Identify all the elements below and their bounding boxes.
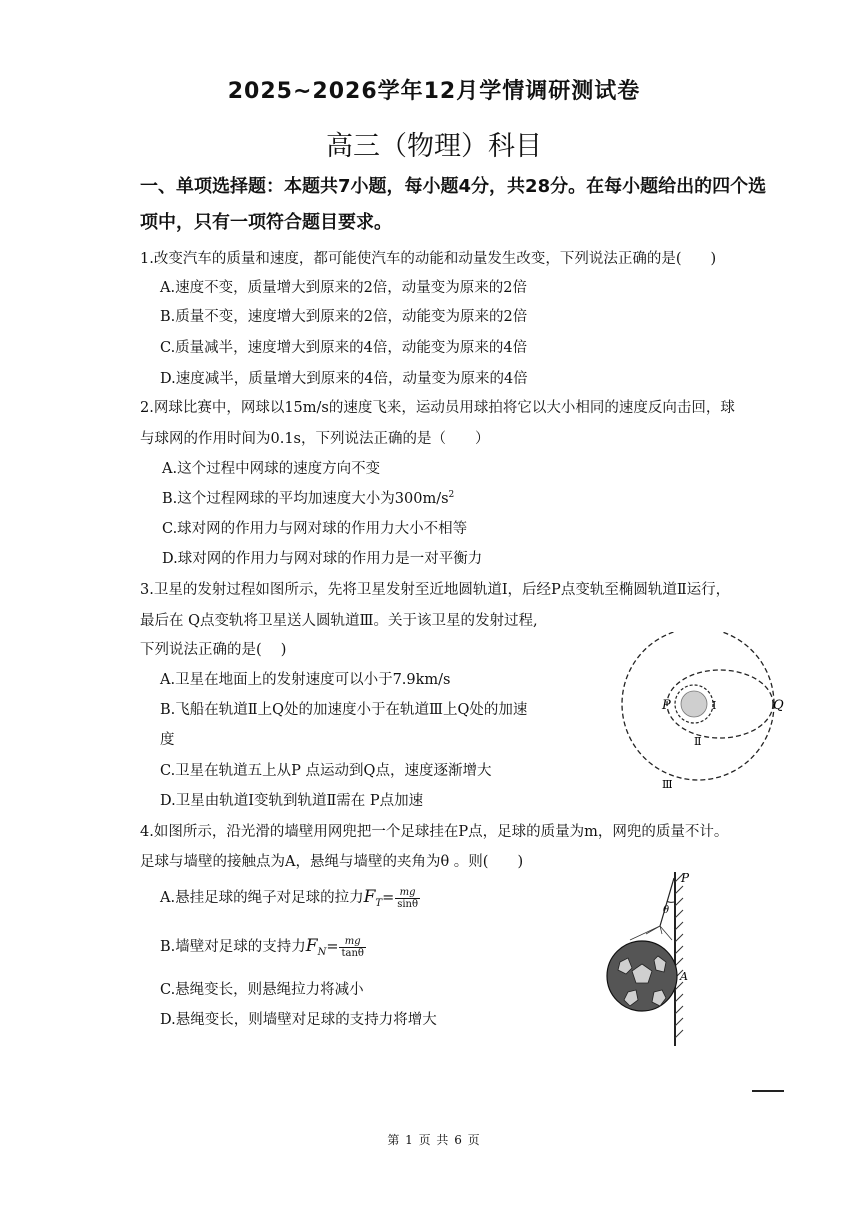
football-label-a: A	[680, 970, 688, 983]
section-heading: 一、单项选择题：本题共7小题，每小题4分，共28分。在每小题给出的四个选	[140, 176, 767, 197]
q2-option-b-text: B.这个过程网球的平均加速度大小为300m/s	[162, 491, 449, 507]
wall-hatching	[675, 874, 683, 1038]
q1-option-c: C.质量减半，速度增大到原来的4倍，动能变为原来的4倍	[160, 340, 528, 356]
q4-option-b-symbol: F	[305, 936, 318, 956]
q3-stem-line1: 3.卫星的发射过程如图所示，先将卫星发射至近地圆轨道Ⅰ，后经P点变轨至椭圆轨道Ⅱ运行，	[140, 582, 731, 598]
orbit-label-q: Q	[773, 698, 784, 713]
q4-option-a-sub: T	[375, 897, 383, 909]
q3-stem-line3: 下列说法正确的是( )	[140, 642, 287, 658]
q4-option-b-num: mg	[339, 936, 365, 948]
q1-option-a: A.速度不变，质量增大到原来的2倍，动量变为原来的2倍	[160, 280, 528, 296]
orbit-diagram	[612, 632, 792, 792]
q2-stem-line2: 与球网的作用时间为0.1s，下列说法正确的是（ ）	[140, 431, 490, 447]
q4-option-b-sub: N	[317, 946, 327, 958]
net	[630, 926, 672, 940]
q4-option-a-symbol: F	[363, 887, 376, 907]
q4-option-a	[160, 886, 420, 910]
q4-option-c: C.悬绳变长，则悬绳拉力将减小	[160, 982, 364, 998]
q4-option-a-num: mg	[395, 887, 420, 899]
q3-option-b-cont: 度	[160, 732, 175, 748]
q1-option-b: B.质量不变，速度增大到原来的2倍，动能变为原来的2倍	[160, 309, 528, 325]
q4-stem-line1: 4.如图所示，沿光滑的墙壁用网兜把一个足球挂在P点，足球的质量为m，网兜的质量不计。	[140, 824, 729, 840]
q4-option-a-fraction	[395, 887, 420, 910]
orbit-label-p: P	[662, 698, 671, 713]
q4-option-a-eq: =	[382, 890, 395, 906]
q4-option-b-eq: =	[326, 939, 339, 955]
q2-option-b-sup: 2	[448, 490, 455, 501]
q1-stem: 1.改变汽车的质量和速度，都可能使汽车的动能和动量发生改变，下列说法正确的是( )	[140, 251, 717, 267]
angle-arc	[667, 901, 674, 902]
orbit-label-ii: Ⅱ	[694, 735, 702, 748]
exam-subtitle: 高三（物理）科目	[326, 131, 542, 162]
q4-option-a-text: A.悬挂足球的绳子对足球的拉力	[160, 890, 364, 906]
q1-option-d: D.速度减半，质量增大到原来的4倍，动量变为原来的4倍	[160, 371, 528, 387]
earth	[681, 691, 707, 717]
exam-title: 2025~2026学年12月学情调研测试卷	[227, 79, 641, 104]
page-footer: 第 1 页 共 6 页	[387, 1133, 481, 1147]
q4-stem-line2: 足球与墙壁的接触点为A，悬绳与墙壁的夹角为θ 。则( )	[140, 854, 524, 870]
section-heading-cont: 项中，只有一项符合题目要求。	[140, 212, 392, 233]
q3-option-d: D.卫星由轨道Ⅰ变轨到轨道Ⅱ需在 P点加速	[160, 793, 424, 809]
football-diagram	[600, 868, 710, 1050]
q2-stem-line1: 2.网球比赛中，网球以15m/s的速度飞来，运动员用球拍将它以大小相同的速度反向击回，球	[140, 400, 735, 416]
q3-option-c: C.卫星在轨道五上从P 点运动到Q点，速度逐渐增大	[160, 763, 492, 779]
q2-option-d: D.球对网的作用力与网对球的作用力是一对平衡力	[162, 551, 483, 567]
q2-option-b	[162, 487, 454, 508]
orbit-label-iii: Ⅲ	[662, 778, 673, 791]
football-label-theta: θ	[663, 905, 670, 916]
orbit-label-i: I	[712, 699, 717, 712]
q2-option-a: A.这个过程中网球的速度方向不变	[162, 461, 381, 477]
q3-stem-line2: 最后在 Q点变轨将卫星送人圆轨道Ⅲ。关于该卫星的发射过程,	[140, 613, 538, 629]
q4-option-a-den: sinθ	[397, 898, 419, 910]
q4-option-d: D.悬绳变长，则墙壁对足球的支持力将增大	[160, 1012, 437, 1028]
q4-option-b	[160, 935, 366, 959]
q2-option-c: C.球对网的作用力与网对球的作用力大小不相等	[162, 521, 468, 537]
q3-option-a: A.卫星在地面上的发射速度可以小于7.9km/s	[160, 672, 451, 688]
q4-option-b-text: B.墙壁对足球的支持力	[160, 939, 306, 955]
football-label-p: P	[681, 871, 690, 885]
q3-option-b: B.飞船在轨道Ⅱ上Q处的加速度小于在轨道Ⅲ上Q处的加速	[160, 702, 528, 718]
corner-mark	[752, 1090, 784, 1092]
q4-option-b-den: tanθ	[341, 947, 364, 959]
q4-option-b-fraction	[339, 936, 365, 959]
